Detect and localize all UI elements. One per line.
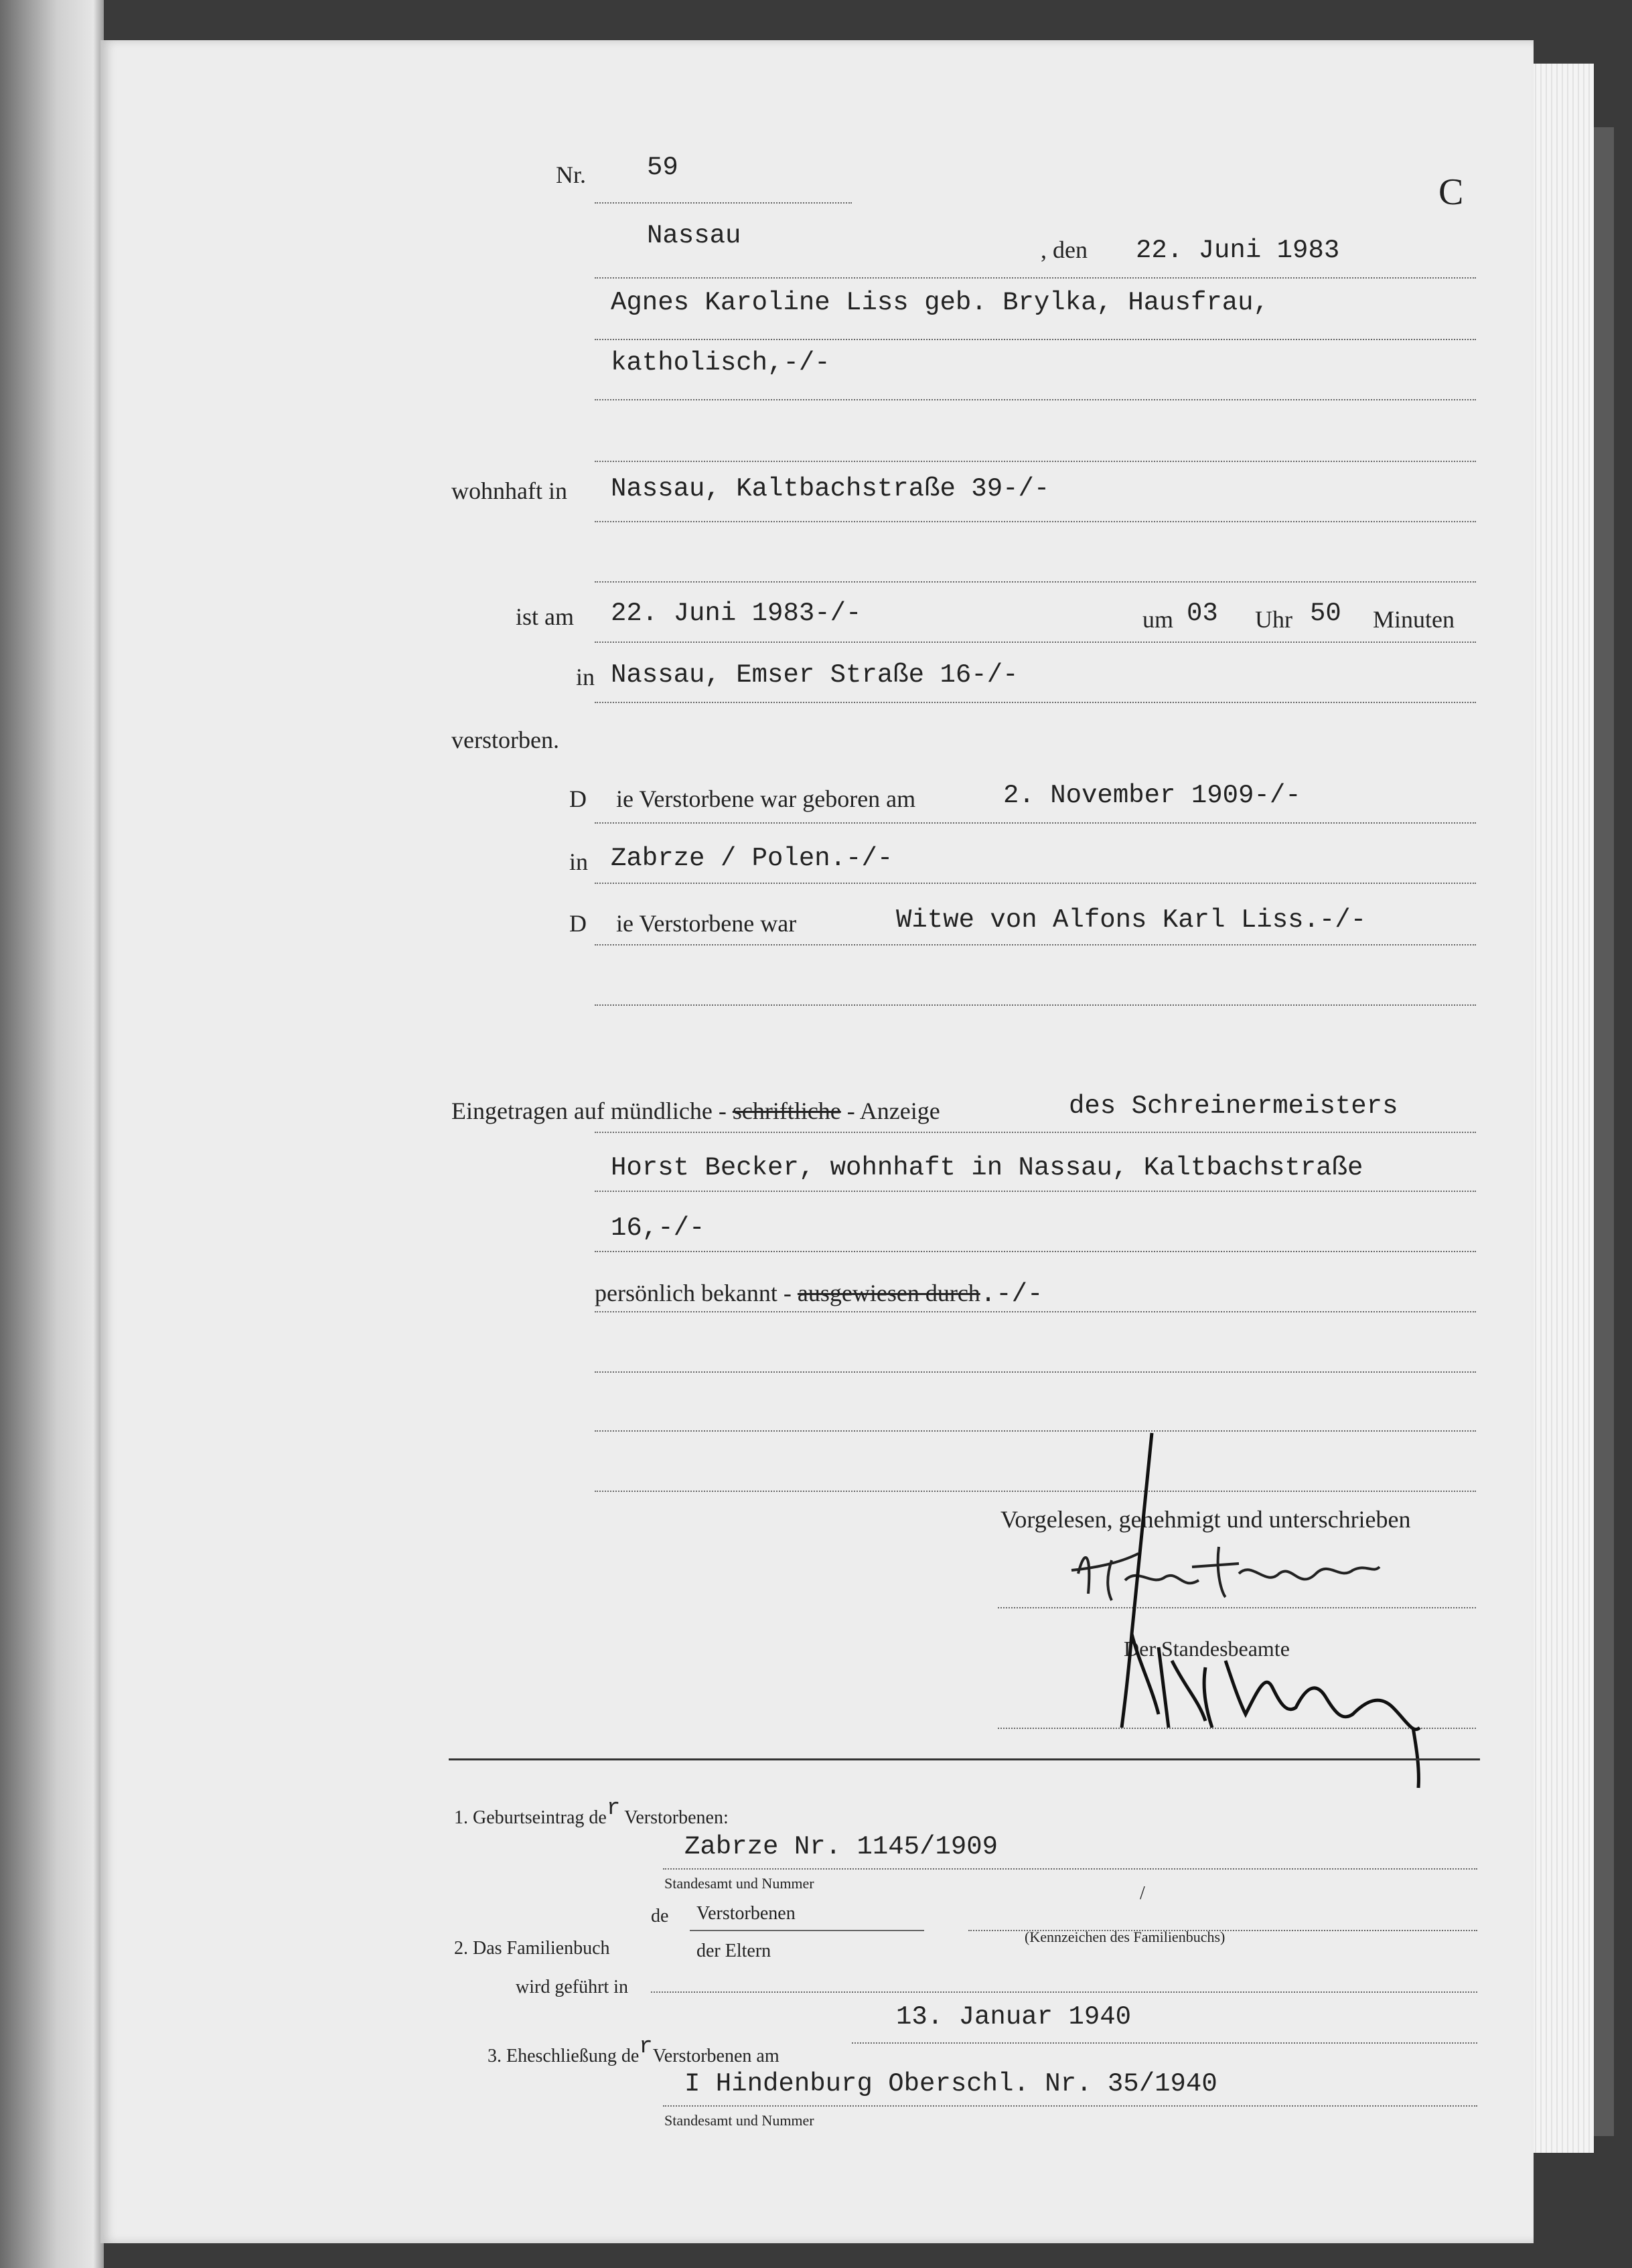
marital-value: Witwe von Alfons Karl Liss.-/- <box>896 905 1367 935</box>
person-line2-rule <box>595 399 1476 400</box>
nr-label: Nr. <box>556 161 586 188</box>
standesamt-label-2: Standesamt und Nummer <box>664 2112 814 2129</box>
death-place: Nassau, Emser Straße 16-/- <box>611 660 1019 690</box>
entry-line3: 16,-/- <box>611 1213 705 1243</box>
kennzeichen-label: (Kennzeichen des Familienbuchs) <box>1025 1929 1226 1945</box>
nr-line <box>595 202 852 204</box>
marital-text-label: ie Verstorbene war <box>616 910 797 937</box>
item2-verstorbenen: Verstorbenen <box>696 1903 796 1924</box>
read-approved-label: Vorgelesen, genehmigt und unterschrieben <box>1000 1506 1411 1533</box>
uhr-label: Uhr <box>1255 606 1292 633</box>
item1-sup: r <box>606 1796 621 1821</box>
death-in-label: in <box>576 664 595 690</box>
death-date: 22. Juni 1983-/- <box>611 599 862 628</box>
known-label <box>595 1279 1043 1309</box>
place-value: Nassau <box>647 221 741 250</box>
item3-date-rule <box>852 2042 1477 2044</box>
item3-value: I Hindenburg Oberschl. Nr. 35/1940 <box>684 2069 1217 2099</box>
residence-rule <box>595 521 1476 522</box>
date-value: 22. Juni 1983 <box>1136 236 1340 265</box>
residence-label: wohnhaft in <box>451 477 567 504</box>
entry-line2-rule <box>595 1191 1476 1192</box>
birth-date: 2. November 1909-/- <box>1003 781 1301 810</box>
birth-text-label: ie Verstorbene war geboren am <box>616 785 916 812</box>
known-tail: .-/- <box>980 1280 1043 1309</box>
person-line1: Agnes Karoline Liss geb. Brylka, Hausfrau, <box>611 288 1269 317</box>
birth-d-label: D <box>569 785 587 812</box>
birth-place: Zabrze / Polen.-/- <box>611 844 893 873</box>
um-label: um <box>1142 606 1174 633</box>
item1-rule <box>663 1868 1477 1870</box>
entry-struck-written: schriftliche <box>732 1098 841 1124</box>
corner-letter: C <box>1438 171 1464 213</box>
item3-sup: r <box>639 2034 653 2060</box>
book-cover-edge <box>1594 127 1614 2136</box>
item3-label <box>488 2034 780 2067</box>
nr-value: 59 <box>647 153 678 182</box>
birth-in-label: in <box>569 848 589 875</box>
footer-divider <box>449 1758 1480 1760</box>
known-rule <box>595 1311 1476 1312</box>
birth-place-rule <box>595 883 1476 884</box>
standesamt-label-1: Standesamt und Nummer <box>664 1875 814 1892</box>
item2-label-1: 2. Das Familienbuch <box>454 1938 610 1959</box>
blank-rule-2 <box>595 1004 1476 1006</box>
blank-rule-3 <box>595 1371 1476 1373</box>
entry-line2: Horst Becker, wohnhaft in Nassau, Kaltbachstraße <box>611 1153 1363 1183</box>
item2-eltern: der Eltern <box>696 1941 771 1961</box>
blank-rule-4 <box>595 1430 1476 1432</box>
entry-line3-rule <box>595 1251 1476 1252</box>
known-prefix: persönlich bekannt - <box>595 1280 792 1306</box>
item2-de: de <box>651 1906 669 1926</box>
marital-d-label: D <box>569 910 587 937</box>
death-place-rule <box>595 702 1476 703</box>
entry-suffix: - Anzeige <box>846 1098 940 1124</box>
place-date-line <box>595 277 1476 279</box>
item1-label <box>454 1796 729 1829</box>
slash-mark: / <box>1140 1883 1145 1904</box>
death-date-rule <box>595 641 1476 643</box>
person-line1-rule <box>595 339 1476 340</box>
item1-value: Zabrze Nr. 1145/1909 <box>684 1832 998 1862</box>
residence-value: Nassau, Kaltbachstraße 39-/- <box>611 474 1050 504</box>
known-struck: ausgewiesen durch <box>797 1280 980 1306</box>
den-label: , den <box>1041 236 1088 263</box>
marital-rule <box>595 944 1476 946</box>
ist-am-label: ist am <box>516 603 574 630</box>
item2-fraction-line <box>690 1930 924 1931</box>
left-page-edge <box>0 0 104 2268</box>
item3-label-text: 3. Eheschließung de <box>488 2046 640 2066</box>
registrar-signature <box>1065 1433 1440 1808</box>
item2-place-rule <box>651 1991 1477 1993</box>
item3-tail: Verstorbenen am <box>652 2046 780 2066</box>
item1-label-text: 1. Geburtseintrag de <box>454 1807 607 1828</box>
minuten-label: Minuten <box>1373 606 1455 633</box>
person-line3-rule <box>595 461 1476 462</box>
item3-rule <box>663 2105 1477 2107</box>
death-minutes: 50 <box>1310 599 1341 628</box>
blank-rule-1 <box>595 581 1476 583</box>
birth-date-rule <box>595 822 1476 824</box>
registrar-label: Der Standesbeamte <box>1124 1637 1290 1661</box>
entry-label <box>451 1097 940 1125</box>
death-hour: 03 <box>1187 599 1218 628</box>
entry-prefix: Eingetragen auf mündliche - <box>451 1098 727 1124</box>
entry-line1-rule <box>595 1132 1476 1133</box>
item3-date: 13. Januar 1940 <box>896 2002 1132 2032</box>
death-certificate-page <box>100 40 1534 2243</box>
person-line2: katholisch,-/- <box>611 348 830 378</box>
item1-tail: Verstorbenen: <box>624 1807 729 1828</box>
item2-label-2: wird geführt in <box>516 1977 628 1997</box>
verstorben-label: verstorben. <box>451 727 559 753</box>
entry-line1: des Schreinermeisters <box>1069 1091 1398 1121</box>
